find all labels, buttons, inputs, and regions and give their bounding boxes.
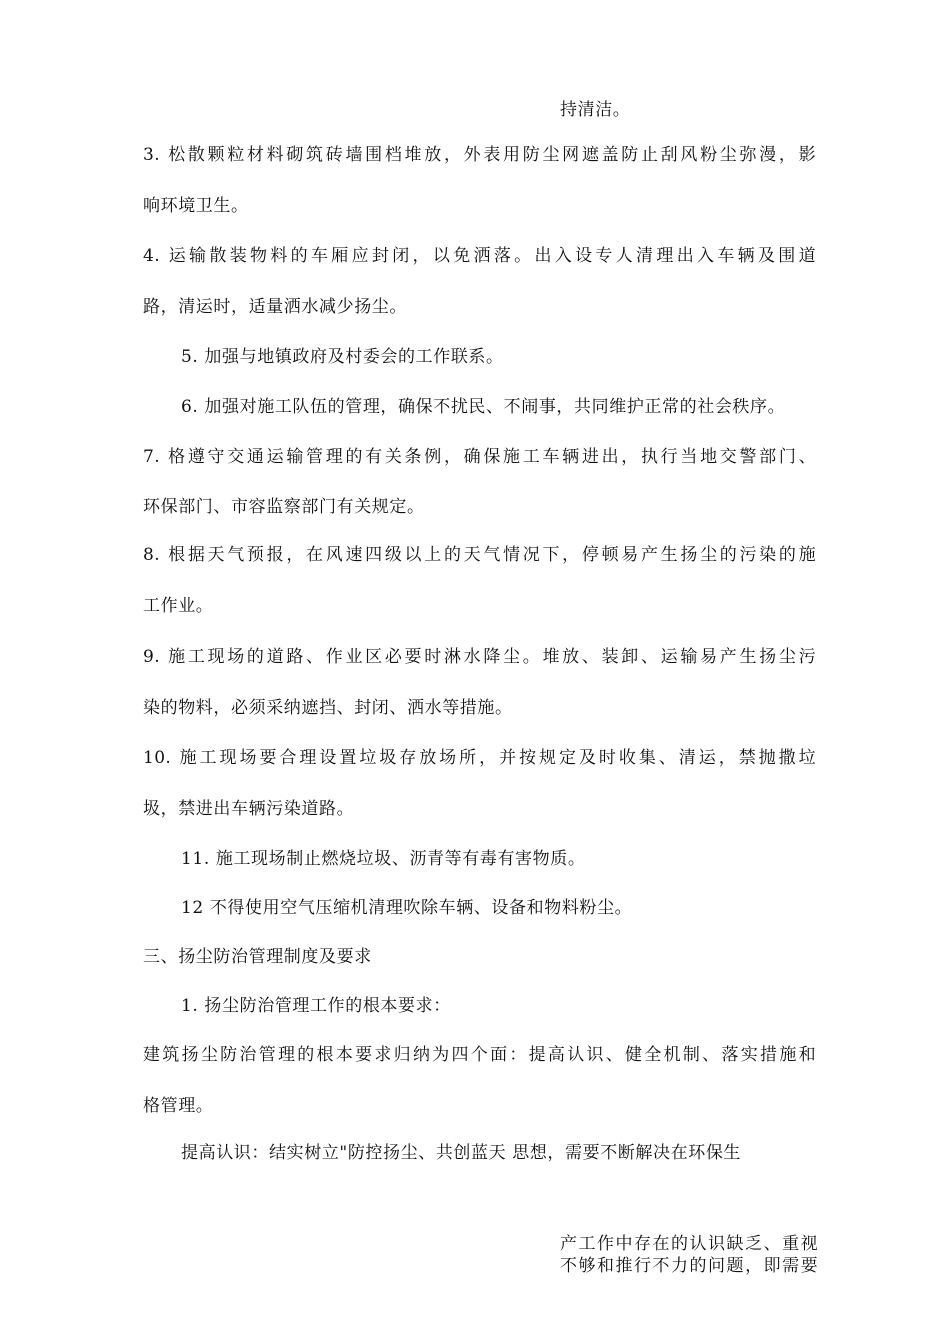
item-7-line-2: 环保部门、市容监察部门有关规定。	[143, 497, 425, 517]
item-4-line-2: 路，清运时，适量洒水减少扬尘。	[143, 297, 407, 317]
continuation-text: 持清洁。	[560, 100, 631, 120]
item-10-line-1: 10. 施工现场要合理设置垃圾存放场所，并按规定及时收集、清运，禁抛撒垃	[143, 748, 816, 768]
footer-line-2: 不够和推行不力的问题，即需要	[560, 1256, 818, 1276]
item-3-line-1: 3. 松散颗粒材料砌筑砖墙围档堆放，外表用防尘网遮盖防止刮风粉尘弥漫，影	[143, 145, 816, 165]
item-7-line-1: 7. 格遵守交通运输管理的有关条例，确保施工车辆进出，执行当地交警部门、	[143, 447, 816, 467]
item-5: 5. 加强与地镇政府及村委会的工作联系。	[181, 347, 504, 367]
item-9-line-2: 染的物料，必须采纳遮挡、封闭、洒水等措施。	[143, 698, 513, 718]
item-10-line-2: 圾，禁进出车辆污染道路。	[143, 799, 355, 819]
section-heading: 三、扬尘防治管理制度及要求	[143, 947, 372, 967]
paragraph-2: 提高认识：结实树立"防控扬尘、共创蓝天 思想，需要不断解决在环保生	[181, 1143, 742, 1163]
paragraph-1-line-2: 格管理。	[143, 1096, 214, 1116]
paragraph-1-line-1: 建筑扬尘防治管理的根本要求归纳为四个面：提高认识、健全机制、落实措施和	[143, 1045, 816, 1065]
footer-line-1: 产工作中存在的认识缺乏、重视	[560, 1234, 818, 1254]
sub-heading: 1. 扬尘防治管理工作的根本要求：	[181, 996, 451, 1016]
item-3-line-2: 响环境卫生。	[143, 196, 249, 216]
item-6: 6. 加强对施工队伍的管理，确保不扰民、不闹事，共同维护正常的社会秩序。	[181, 397, 786, 417]
item-11: 11. 施工现场制止燃烧垃圾、沥青等有毒有害物质。	[181, 849, 586, 869]
item-8-line-1: 8. 根据天气预报，在风速四级以上的天气情况下，停顿易产生扬尘的污染的施	[143, 545, 816, 565]
item-4-line-1: 4. 运输散装物料的车厢应封闭，以免洒落。出入设专人清理出入车辆及围道	[143, 246, 816, 266]
item-8-line-2: 工作业。	[143, 596, 214, 616]
item-12: 12 不得使用空气压缩机清理吹除车辆、设备和物料粉尘。	[181, 898, 633, 918]
item-9-line-1: 9. 施工现场的道路、作业区必要时淋水降尘。堆放、装卸、运输易产生扬尘污	[143, 647, 816, 667]
